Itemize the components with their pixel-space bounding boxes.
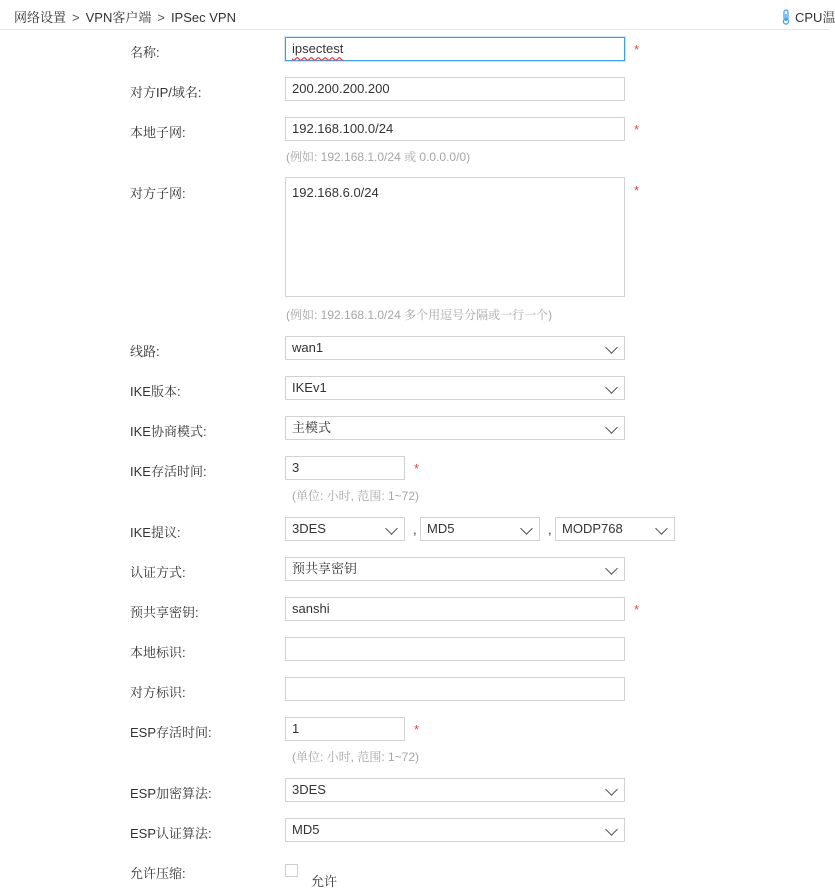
top-bar (0, 0, 835, 30)
esp-lifetime-label: ESP存活时间: (130, 725, 212, 740)
chevron-down-icon (605, 783, 618, 796)
required-mark: * (414, 722, 420, 737)
ike-encryption-select[interactable] (285, 517, 405, 541)
required-mark: * (634, 42, 640, 57)
required-mark: * (634, 122, 640, 137)
ike-dh-group-value: MODP768 (562, 521, 623, 536)
name-input-value: ipsectest (292, 41, 344, 56)
cpu-status-label: CPU温 (795, 10, 835, 25)
esp-auth-select[interactable] (285, 818, 625, 842)
remote-subnet-hint: (例如: 192.168.1.0/24 多个用逗号分隔或一行一个) (286, 308, 553, 322)
compression-option-label[interactable]: 允许 (311, 874, 338, 889)
chevron-down-icon (605, 341, 618, 354)
chevron-down-icon (605, 381, 618, 394)
ike-lifetime-hint: (单位: 小时, 范围: 1~72) (292, 489, 420, 503)
auth-method-select[interactable] (285, 557, 625, 581)
chevron-down-icon (605, 823, 618, 836)
line-select-value: wan1 (292, 340, 324, 355)
chevron-down-icon (520, 522, 533, 535)
remote-id-label: 对方标识: (130, 685, 186, 700)
local-subnet-input[interactable]: 192.168.100.0/24 (285, 117, 625, 141)
esp-lifetime-hint: (单位: 小时, 范围: 1~72) (292, 750, 420, 764)
compression-label: 允许压缩: (130, 866, 186, 881)
line-select[interactable] (285, 336, 625, 360)
remote-ip-label: 对方IP/域名: (130, 85, 202, 100)
ike-proposal-label: IKE提议: (130, 525, 181, 540)
esp-encryption-select[interactable] (285, 778, 625, 802)
separator: , (413, 522, 417, 537)
ike-mode-select[interactable] (285, 416, 625, 440)
esp-encryption-value: 3DES (292, 782, 326, 797)
ike-mode-select-value: 主模式 (292, 420, 332, 435)
thermometer-icon (781, 9, 791, 28)
esp-auth-value: MD5 (292, 822, 320, 837)
breadcrumb-ipsec-vpn: IPSec VPN (170, 10, 236, 25)
remote-subnet-textarea[interactable]: 192.168.6.0/24 (285, 177, 625, 297)
ike-mode-label: IKE协商模式: (130, 424, 207, 439)
remote-id-input[interactable] (285, 677, 625, 701)
line-label: 线路: (130, 344, 160, 359)
ike-version-select[interactable] (285, 376, 625, 400)
chevron-down-icon (605, 562, 618, 575)
separator: , (548, 522, 552, 537)
psk-input[interactable]: sanshi (285, 597, 625, 621)
required-mark: * (414, 461, 420, 476)
local-id-label: 本地标识: (130, 645, 186, 660)
esp-lifetime-input[interactable]: 1 (285, 717, 405, 741)
breadcrumb-vpn-client[interactable]: VPN客户端 (85, 10, 152, 25)
required-mark: * (634, 602, 640, 617)
auth-method-value: 预共享密钥 (292, 561, 358, 576)
local-id-input[interactable] (285, 637, 625, 661)
breadcrumb-network-settings[interactable]: 网络设置 (14, 10, 67, 25)
esp-encryption-label: ESP加密算法: (130, 786, 212, 801)
remote-ip-input[interactable]: 200.200.200.200 (285, 77, 625, 101)
breadcrumb-separator: > (157, 10, 165, 25)
ike-encryption-value: 3DES (292, 521, 326, 536)
chevron-down-icon (605, 421, 618, 434)
ike-version-label: IKE版本: (130, 384, 181, 399)
breadcrumb (14, 7, 236, 26)
compression-checkbox[interactable] (285, 864, 298, 877)
remote-subnet-label: 对方子网: (130, 186, 186, 201)
chevron-down-icon (655, 522, 668, 535)
ike-hash-select[interactable] (420, 517, 540, 541)
auth-method-label: 认证方式: (130, 565, 186, 580)
ike-hash-value: MD5 (427, 521, 455, 536)
local-subnet-hint: (例如: 192.168.1.0/24 或 0.0.0.0/0) (286, 150, 471, 164)
psk-label: 预共享密钥: (130, 605, 199, 620)
chevron-down-icon (385, 522, 398, 535)
name-label: 名称: (130, 45, 160, 60)
ike-version-select-value: IKEv1 (292, 380, 327, 395)
name-input[interactable] (285, 37, 625, 61)
ike-lifetime-input[interactable]: 3 (285, 456, 405, 480)
local-subnet-label: 本地子网: (130, 125, 186, 140)
required-mark: * (634, 183, 640, 198)
esp-auth-label: ESP认证算法: (130, 826, 212, 841)
breadcrumb-separator: > (72, 10, 80, 25)
ike-dh-group-select[interactable] (555, 517, 675, 541)
cpu-status[interactable] (781, 7, 835, 28)
ike-lifetime-label: IKE存活时间: (130, 464, 207, 479)
